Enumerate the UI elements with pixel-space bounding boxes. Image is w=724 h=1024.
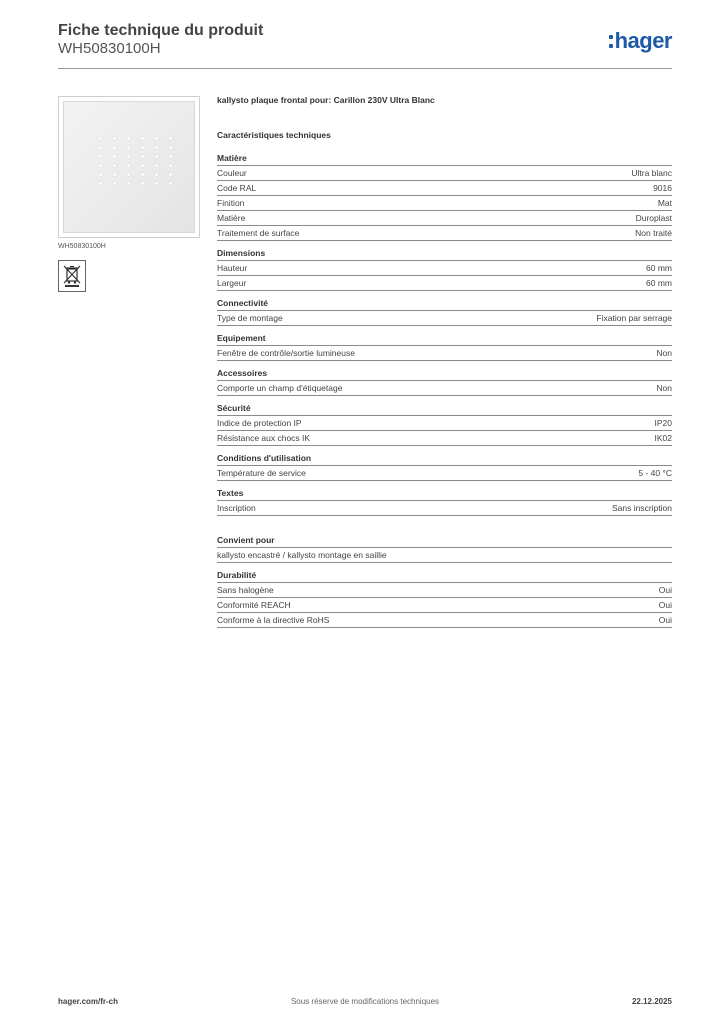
section-title: Matière [217, 153, 672, 166]
spec-label: Inscription [217, 503, 256, 513]
section-title: Conditions d'utilisation [217, 453, 672, 466]
grille-dot [155, 173, 158, 176]
spec-value: Fixation par serrage [596, 313, 672, 323]
grille-dot [155, 182, 158, 185]
spec-value: 60 mm [646, 263, 672, 273]
section-title: Connectivité [217, 298, 672, 311]
spec-value: 60 mm [646, 278, 672, 288]
grille-dot [127, 164, 130, 167]
spec-value: Non traité [635, 228, 672, 238]
grille-dot [169, 164, 172, 167]
hager-logo [609, 28, 672, 54]
spec-section [217, 153, 672, 241]
spec-value: Duroplast [635, 213, 672, 223]
spec-label: kallysto encastré / kallysto montage en saillie [217, 550, 387, 560]
grille-dot [169, 146, 172, 149]
spec-row [217, 181, 672, 196]
grille-dot [127, 182, 130, 185]
logo-text: hager [614, 28, 672, 53]
spec-label: Sans halogène [217, 585, 274, 595]
spec-value: 9016 [653, 183, 672, 193]
spec-section [217, 535, 672, 563]
spec-sections [217, 153, 672, 628]
spec-value: 5 - 40 °C [638, 468, 672, 478]
spec-row [217, 583, 672, 598]
header-divider [58, 68, 672, 69]
spec-section [217, 368, 672, 396]
spec-label: Indice de protection IP [217, 418, 302, 428]
section-title: Textes [217, 488, 672, 501]
spec-label: Code RAL [217, 183, 257, 193]
grille-dot [141, 155, 144, 158]
spec-row [217, 381, 672, 396]
image-caption: WH50830100H [58, 243, 106, 250]
spec-section [217, 570, 672, 628]
spec-section [217, 298, 672, 326]
grille-dot [141, 164, 144, 167]
spec-row [217, 416, 672, 431]
spec-row [217, 548, 672, 563]
spec-row [217, 226, 672, 241]
spec-value: Oui [658, 615, 672, 625]
spec-value: Oui [658, 600, 672, 610]
specs-heading: Caractéristiques techniques [217, 130, 331, 140]
grille-dot [169, 155, 172, 158]
grille-dot [169, 182, 172, 185]
grille-dot [113, 182, 116, 185]
spec-label: Traitement de surface [217, 228, 300, 238]
grille-dot [113, 146, 116, 149]
spec-row [217, 598, 672, 613]
spec-label: Type de montage [217, 313, 283, 323]
spec-value: Non [656, 383, 672, 393]
grille-dot [141, 173, 144, 176]
spec-row [217, 196, 672, 211]
grille-dot [141, 146, 144, 149]
spec-label: Fenêtre de contrôle/sortie lumineuse [217, 348, 355, 358]
grille-dot [127, 173, 130, 176]
grille-dot [155, 146, 158, 149]
spec-value: Oui [658, 585, 672, 595]
spec-value: IK02 [654, 433, 672, 443]
weee-crossed-bin-icon [58, 260, 86, 292]
grille-dot [99, 164, 102, 167]
spec-row [217, 501, 672, 516]
spec-label: Largeur [217, 278, 247, 288]
spec-section [217, 248, 672, 291]
grille-dot [99, 182, 102, 185]
section-title: Durabilité [217, 570, 672, 583]
spec-row [217, 466, 672, 481]
section-title: Sécurité [217, 403, 672, 416]
grille-dot [99, 137, 102, 140]
spec-label: Température de service [217, 468, 306, 478]
footer-note: Sous réserve de modifications techniques [290, 997, 440, 1006]
section-title: Dimensions [217, 248, 672, 261]
spec-label: Finition [217, 198, 245, 208]
grille-dot [99, 155, 102, 158]
spec-row [217, 311, 672, 326]
spec-section [217, 488, 672, 516]
grille-dot [113, 164, 116, 167]
spec-row [217, 346, 672, 361]
spec-section [217, 333, 672, 361]
product-description: kallysto plaque frontal pour: Carillon 230V Ultra Blanc [217, 95, 435, 105]
document-title: Fiche technique du produit [58, 22, 264, 39]
spec-section [217, 453, 672, 481]
spec-value: Mat [657, 198, 672, 208]
spec-label: Couleur [217, 168, 247, 178]
grille-dot [127, 146, 130, 149]
grille-dot [155, 137, 158, 140]
spec-value: Non [656, 348, 672, 358]
product-media [58, 96, 200, 292]
spec-label: Comporte un champ d'étiquetage [217, 383, 343, 393]
logo-dots-icon [609, 35, 613, 48]
grille-dot [99, 146, 102, 149]
grille-dot [155, 164, 158, 167]
footer-date: 22.12.2025 [631, 997, 672, 1006]
grille-dot [141, 182, 144, 185]
grille-dot [127, 137, 130, 140]
spec-label: Conforme à la directive RoHS [217, 615, 330, 625]
grille-dot [113, 173, 116, 176]
grille-dot [155, 155, 158, 158]
spec-row [217, 431, 672, 446]
spec-label: Matière [217, 213, 246, 223]
spec-value: Sans inscription [611, 503, 672, 513]
spec-label: Résistance aux chocs IK [217, 433, 311, 443]
grille-dot [113, 137, 116, 140]
section-title: Convient pour [217, 535, 672, 548]
spec-section [217, 403, 672, 446]
grille-dot [127, 155, 130, 158]
grille-dot [169, 173, 172, 176]
document-header [58, 22, 672, 70]
grille-dot [99, 173, 102, 176]
grille-dot [169, 137, 172, 140]
spec-value: Ultra blanc [631, 168, 672, 178]
spec-label: Hauteur [217, 263, 248, 273]
product-plate-image [58, 96, 200, 238]
product-reference: WH50830100H [58, 40, 161, 57]
spec-row [217, 276, 672, 291]
section-title: Equipement [217, 333, 672, 346]
spec-row [217, 613, 672, 628]
spec-row [217, 261, 672, 276]
spec-row [217, 166, 672, 181]
spec-label: Conformité REACH [217, 600, 291, 610]
specifications [217, 95, 672, 635]
section-title: Accessoires [217, 368, 672, 381]
footer-website: hager.com/fr-ch [58, 997, 119, 1006]
grille-dot [141, 137, 144, 140]
grille-dot [113, 155, 116, 158]
spec-value: IP20 [654, 418, 672, 428]
spec-row [217, 211, 672, 226]
speaker-grille [99, 137, 175, 185]
